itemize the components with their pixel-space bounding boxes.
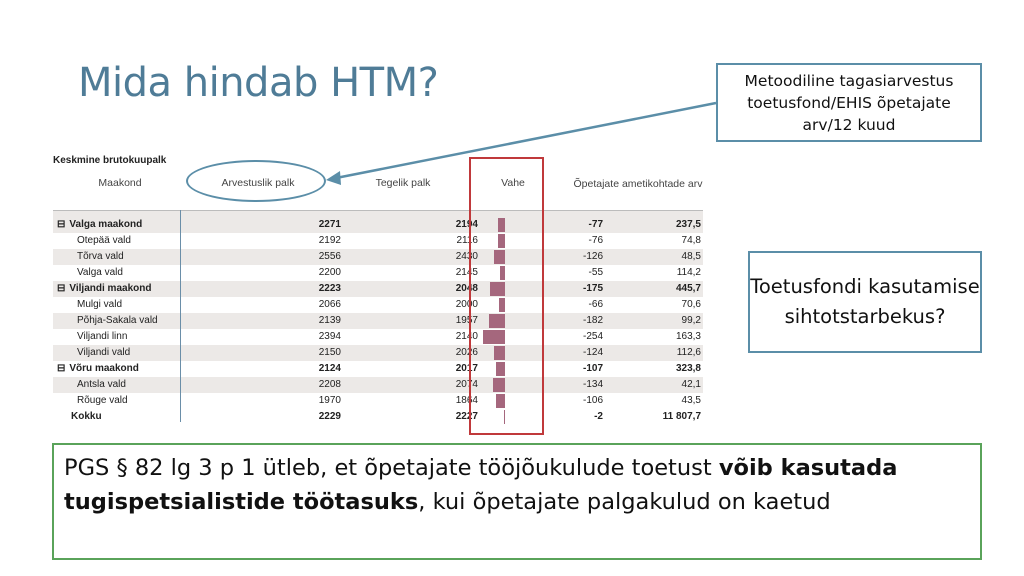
cell-arvestuslik: 1970 bbox=[318, 395, 341, 406]
cell-tegelik: 2000 bbox=[455, 299, 478, 310]
region-name bbox=[77, 315, 158, 326]
cell-ametikohad: 42,1 bbox=[681, 379, 701, 390]
table-row[interactable] bbox=[53, 361, 703, 377]
cell-vahe: -254 bbox=[582, 331, 603, 342]
arvestuslik-highlight-oval bbox=[186, 160, 326, 202]
region-name-text: Viljandi vald bbox=[77, 347, 131, 358]
cell-ametikohad: 237,5 bbox=[675, 219, 701, 230]
region-name bbox=[77, 331, 127, 342]
region-name-text: Otepää vald bbox=[77, 235, 131, 246]
cell-vahe: -175 bbox=[582, 283, 603, 294]
table-row[interactable] bbox=[53, 233, 703, 249]
cell-arvestuslik: 2394 bbox=[318, 331, 341, 342]
cell-ametikohad: 323,8 bbox=[675, 363, 701, 374]
region-name-text: Antsla vald bbox=[77, 379, 126, 390]
region-name-text: Rõuge vald bbox=[77, 395, 128, 406]
cell-vahe: -124 bbox=[582, 347, 603, 358]
cell-ametikohad: 99,2 bbox=[681, 315, 701, 326]
cell-arvestuslik: 2139 bbox=[318, 315, 341, 326]
cell-vahe: -2 bbox=[594, 411, 603, 422]
legal-note-bold: võib kasutada tugispetsialistide töötasuks bbox=[64, 455, 898, 515]
region-name bbox=[77, 251, 124, 262]
region-name-text: Viljandi maakond bbox=[69, 283, 152, 294]
region-name-text: Valga maakond bbox=[69, 219, 143, 230]
cell-arvestuslik: 2150 bbox=[318, 347, 341, 358]
region-name-text: Kokku bbox=[71, 411, 102, 422]
table-row[interactable] bbox=[53, 329, 703, 345]
cell-vahe: -107 bbox=[582, 363, 603, 374]
cell-ametikohad: 163,3 bbox=[675, 331, 701, 342]
region-name-text: Võru maakond bbox=[69, 363, 139, 374]
cell-vahe: -66 bbox=[588, 299, 603, 310]
header-tegelik[interactable]: Tegelik palk bbox=[375, 177, 431, 189]
collapse-toggle-icon[interactable]: ⊟ bbox=[57, 363, 66, 374]
region-name-text: Mulgi vald bbox=[77, 299, 123, 310]
table-row[interactable] bbox=[53, 249, 703, 265]
cell-arvestuslik: 2066 bbox=[318, 299, 341, 310]
cell-vahe: -134 bbox=[582, 379, 603, 390]
cell-ametikohad: 112,6 bbox=[676, 347, 701, 358]
table-row[interactable] bbox=[53, 313, 703, 329]
table-row[interactable] bbox=[53, 281, 703, 297]
legal-note-part2: , kui õpetajate palgakulud on kaetud bbox=[418, 489, 831, 515]
region-name-text: Põhja-Sakala vald bbox=[77, 315, 158, 326]
cell-arvestuslik: 2208 bbox=[318, 379, 341, 390]
cell-tegelik: 2017 bbox=[455, 363, 478, 374]
table-row[interactable] bbox=[53, 297, 703, 313]
cell-tegelik: 1864 bbox=[455, 395, 478, 406]
cell-tegelik: 2145 bbox=[455, 267, 478, 278]
cell-tegelik: 2048 bbox=[455, 283, 478, 294]
methodology-callout-text: Metoodiline tagasiarvestus toetusfond/EHIS õpetajate arv/12 kuud bbox=[744, 71, 954, 134]
cell-ametikohad: 43,5 bbox=[681, 395, 701, 406]
header-maakond[interactable]: Maakond bbox=[98, 177, 142, 189]
region-name-text: Viljandi linn bbox=[77, 331, 128, 342]
header-vahe[interactable]: Vahe bbox=[501, 177, 525, 189]
cell-arvestuslik: 2229 bbox=[318, 411, 341, 422]
region-name bbox=[57, 219, 142, 230]
cell-tegelik: 2074 bbox=[455, 379, 478, 390]
cell-arvestuslik: 2556 bbox=[318, 251, 341, 262]
table-row[interactable] bbox=[53, 393, 703, 409]
cell-arvestuslik: 2200 bbox=[318, 267, 341, 278]
cell-vahe: -77 bbox=[588, 219, 603, 230]
region-name bbox=[77, 235, 131, 246]
cell-tegelik: 2194 bbox=[455, 219, 478, 230]
cell-tegelik: 1957 bbox=[455, 315, 478, 326]
cell-tegelik: 2430 bbox=[455, 251, 478, 262]
purpose-callout bbox=[748, 251, 982, 353]
cell-arvestuslik: 2124 bbox=[318, 363, 341, 374]
region-name-text: Tõrva vald bbox=[77, 251, 124, 262]
cell-vahe: -76 bbox=[588, 235, 603, 246]
cell-ametikohad: 70,6 bbox=[681, 299, 701, 310]
region-name bbox=[77, 267, 123, 278]
cell-ametikohad: 445,7 bbox=[675, 283, 701, 294]
region-name-text: Valga vald bbox=[77, 267, 123, 278]
collapse-toggle-icon[interactable]: ⊟ bbox=[57, 219, 66, 230]
table-row[interactable] bbox=[53, 265, 703, 281]
region-name bbox=[77, 347, 130, 358]
header-divider bbox=[53, 210, 703, 211]
collapse-toggle-icon[interactable]: ⊟ bbox=[57, 283, 66, 294]
vahe-highlight-box bbox=[469, 157, 544, 435]
region-name bbox=[57, 363, 139, 374]
total-row[interactable] bbox=[53, 409, 703, 425]
legal-note-part1: PGS § 82 lg 3 p 1 ütleb, et õpetajate tööjõukulude toetust bbox=[64, 455, 719, 481]
region-name bbox=[77, 379, 126, 390]
cell-ametikohad: 48,5 bbox=[681, 251, 701, 262]
region-name bbox=[77, 299, 122, 310]
slide-title: Mida hindab HTM? bbox=[78, 60, 439, 106]
header-ametikohad[interactable]: Õpetajate ametikohtade arv bbox=[573, 178, 703, 190]
region-name bbox=[77, 395, 128, 406]
table-row[interactable] bbox=[53, 345, 703, 361]
cell-vahe: -55 bbox=[588, 267, 603, 278]
cell-vahe: -126 bbox=[582, 251, 603, 262]
cell-ametikohad: 114,2 bbox=[676, 267, 701, 278]
total-label bbox=[71, 411, 102, 422]
cell-ametikohad: 74,8 bbox=[681, 235, 701, 246]
cell-tegelik: 2026 bbox=[455, 347, 478, 358]
cell-arvestuslik: 2223 bbox=[318, 283, 341, 294]
cell-ametikohad: 11 807,7 bbox=[662, 411, 701, 422]
cell-vahe: -106 bbox=[582, 395, 603, 406]
region-name bbox=[57, 283, 151, 294]
purpose-callout-text: Toetusfondi kasutamise sihtotstarbekus? bbox=[750, 275, 980, 328]
header-arvestuslik[interactable]: Arvestuslik palk bbox=[221, 177, 295, 189]
cell-tegelik: 2227 bbox=[455, 411, 478, 422]
cell-tegelik: 2140 bbox=[455, 331, 478, 342]
cell-arvestuslik: 2192 bbox=[318, 235, 341, 246]
salary-table bbox=[53, 155, 708, 423]
cell-vahe: -182 bbox=[582, 315, 603, 326]
table-row[interactable] bbox=[53, 377, 703, 393]
cell-arvestuslik: 2271 bbox=[318, 219, 341, 230]
legal-note-box bbox=[52, 443, 982, 560]
table-title: Keskmine brutokuupalk bbox=[53, 155, 167, 166]
table-row[interactable] bbox=[53, 217, 703, 233]
column-divider bbox=[180, 210, 181, 422]
cell-tegelik: 2116 bbox=[456, 235, 478, 246]
